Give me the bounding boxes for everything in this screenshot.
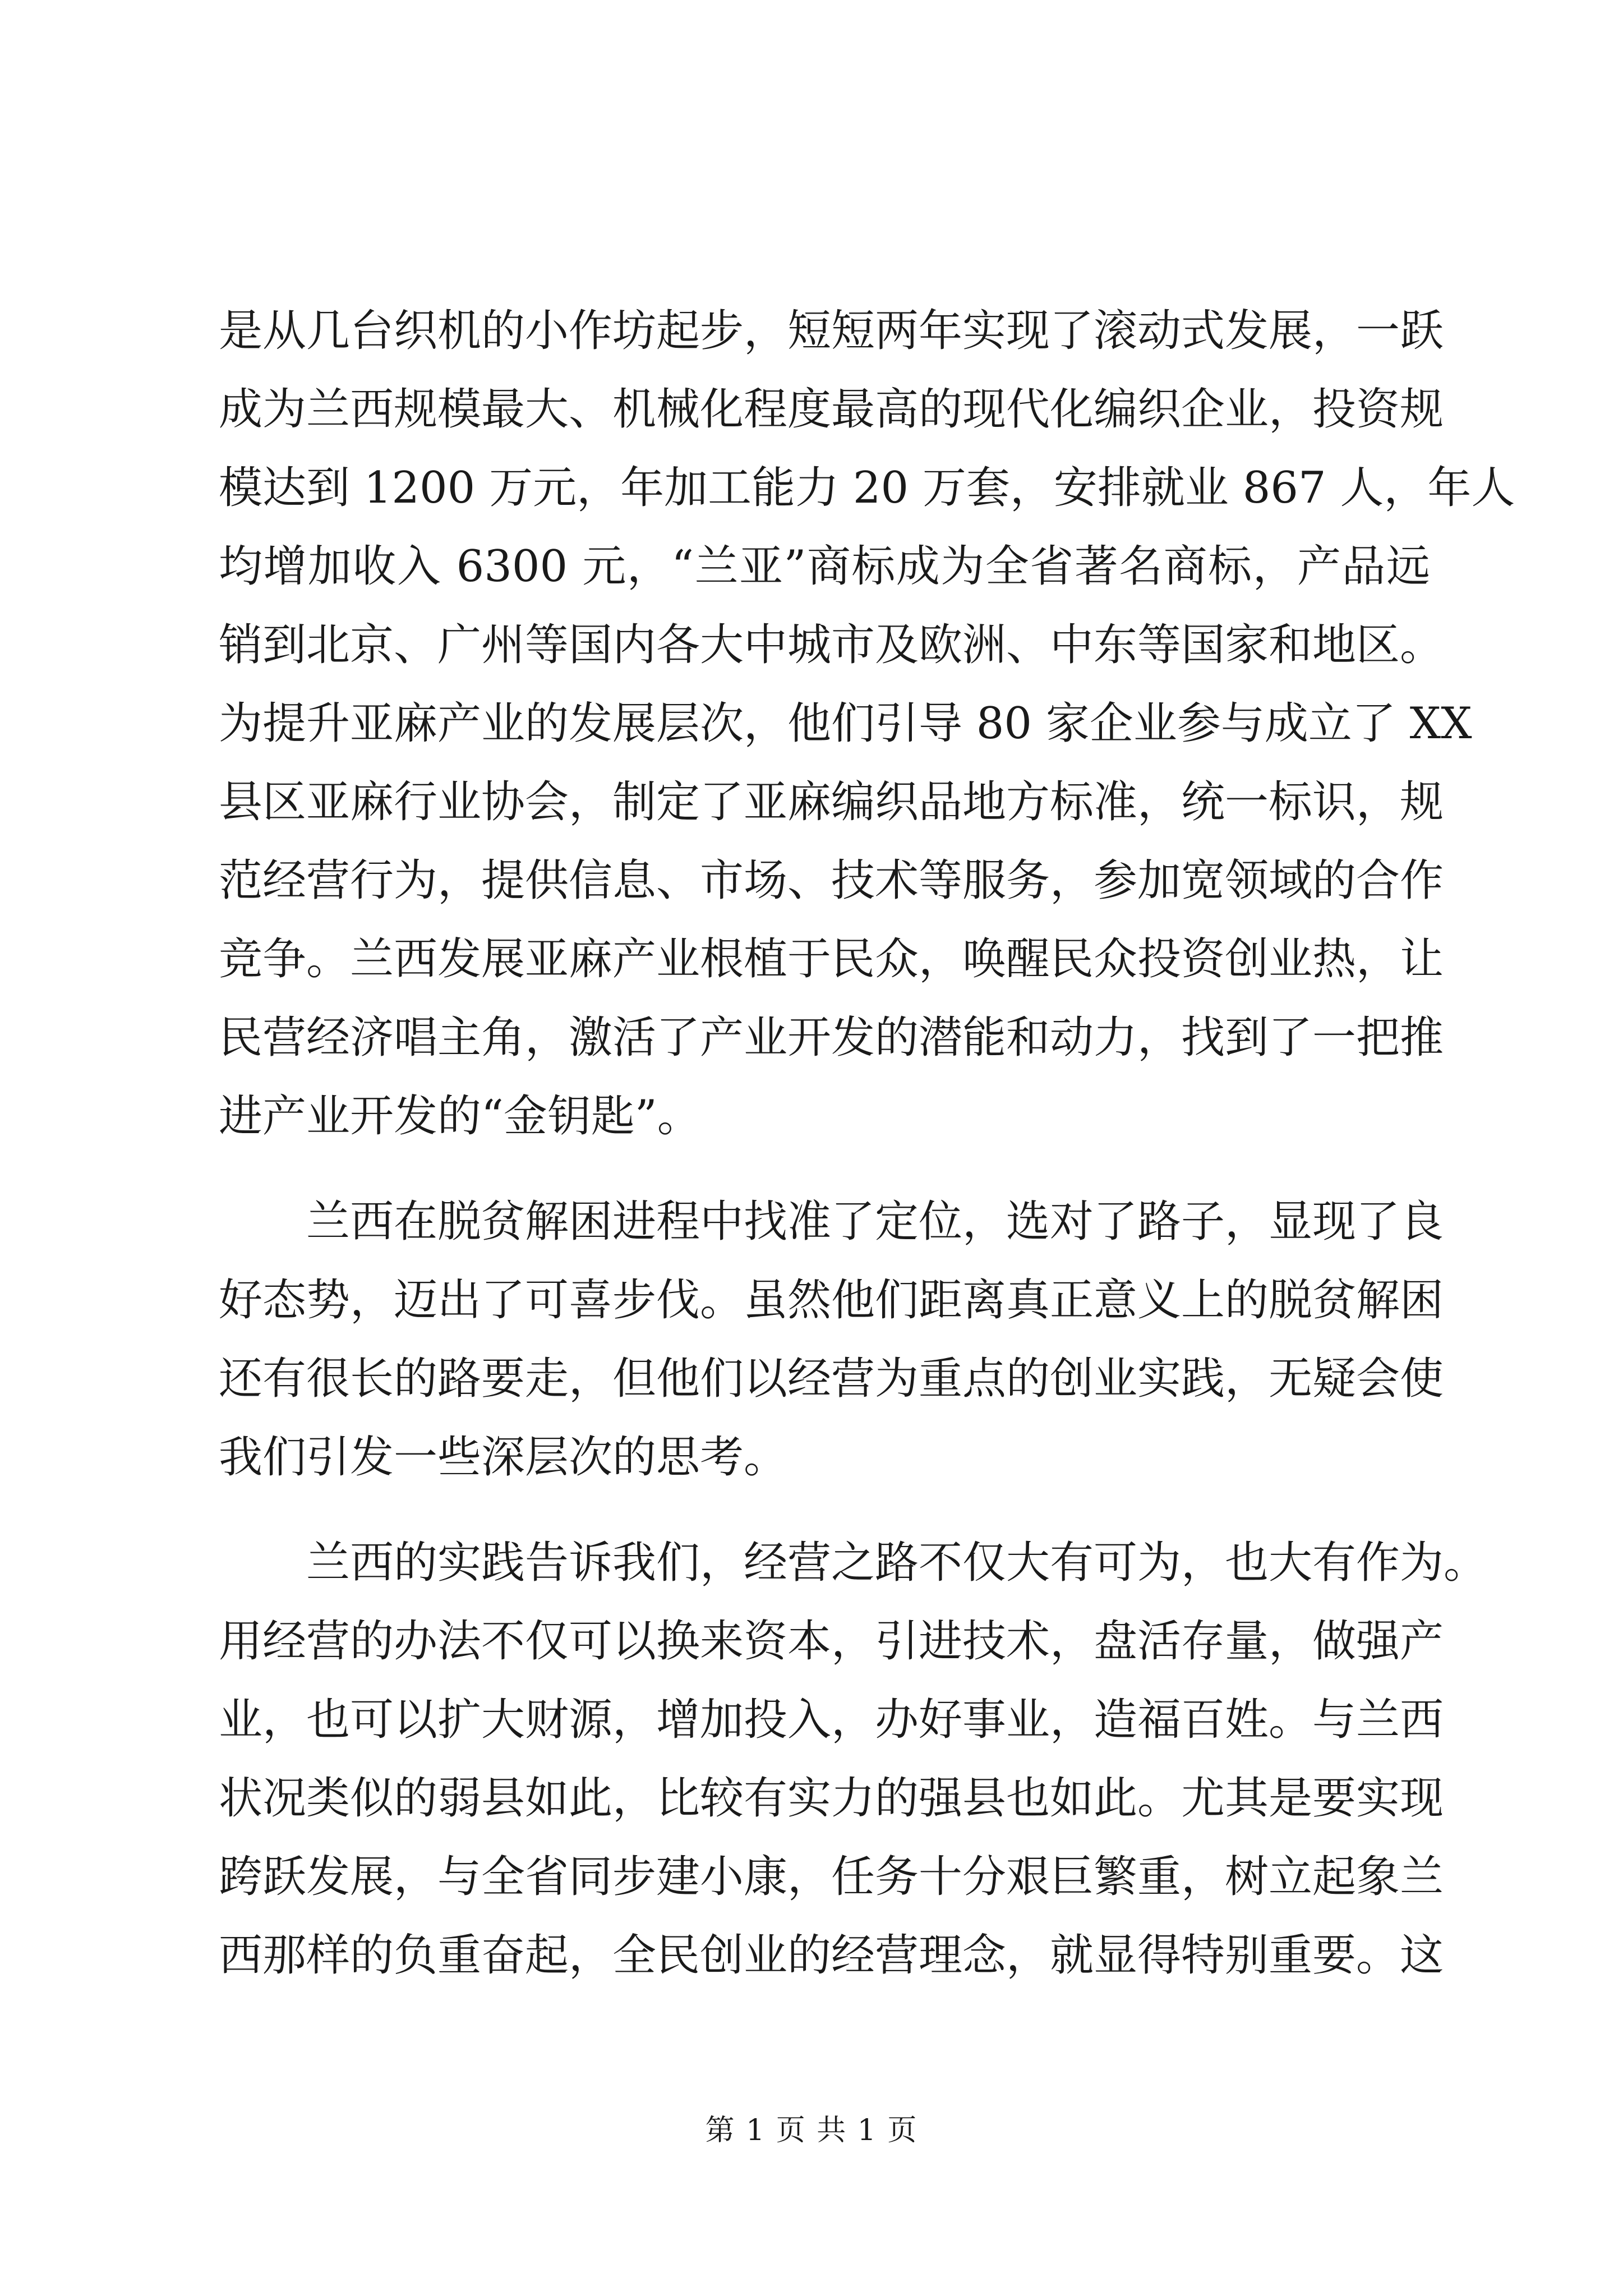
text-line: 均增加收入 6300 元，“兰亚”商标成为全省著名商标，产品远 [219,541,1430,592]
text-line: 进产业开发的“金钥匙”。 [219,1091,701,1142]
text-line: 跨跃发展，与全省同步建小康，任务十分艰巨繁重，树立起象兰 [219,1852,1444,1902]
text-line: 县区亚麻行业协会，制定了亚麻编织品地方标准，统一标识，规 [219,777,1444,827]
text-line: 我们引发一些深层次的思考。 [219,1432,788,1483]
text-line: 为提升亚麻产业的发展层次，他们引导 80 家企业参与成立了 XX [219,698,1472,749]
paragraph-3 [219,1524,1488,1995]
text-line: 范经营行为，提供信息、市场、技术等服务，参加宽领域的合作 [219,855,1444,906]
paragraph-2 [219,1182,1444,1497]
text-line: 好态势，迈出了可喜步伐。虽然他们距离真正意义上的脱贫解困 [219,1275,1444,1326]
text-line: 民营经济唱主角，激活了产业开发的潜能和动力，找到了一把推 [219,1013,1444,1063]
text-line: 模达到 1200 万元，年加工能力 20 万套，安排就业 867 人，年人 [219,463,1515,513]
text-line: 还有很长的路要走，但他们以经营为重点的创业实践，无疑会使 [219,1354,1444,1404]
text-line: 西那样的负重奋起，全民创业的经营理念，就显得特别重要。这 [219,1930,1444,1981]
text-line: 是从几台织机的小作坊起步，短短两年实现了滚动式发展，一跃 [219,306,1444,356]
paragraph-1 [219,292,1515,1156]
text-line: 业，也可以扩大财源，增加投入，办好事业，造福百姓。与兰西 [219,1695,1444,1745]
page-footer: 第 1 页 共 1 页 [705,2114,918,2147]
text-line: 状况类似的弱县如此，比较有实力的强县也如此。尤其是要实现 [219,1773,1444,1824]
text-line: 销到北京、广州等国内各大中城市及欧洲、中东等国家和地区。 [219,620,1444,670]
text-line: 用经营的办法不仅可以换来资本，引进技术，盘活存量，做强产 [219,1616,1444,1667]
text-line: 成为兰西规模最大、机械化程度最高的现代化编织企业，投资规 [219,384,1444,435]
document-body [219,292,1515,2022]
text-line: 兰西在脱贫解困进程中找准了定位，选对了路子，显现了良 [306,1197,1444,1247]
text-line: 兰西的实践告诉我们，经营之路不仅大有可为，也大有作为。 [306,1538,1488,1588]
text-line: 竞争。兰西发展亚麻产业根植于民众，唤醒民众投资创业热，让 [219,934,1444,984]
